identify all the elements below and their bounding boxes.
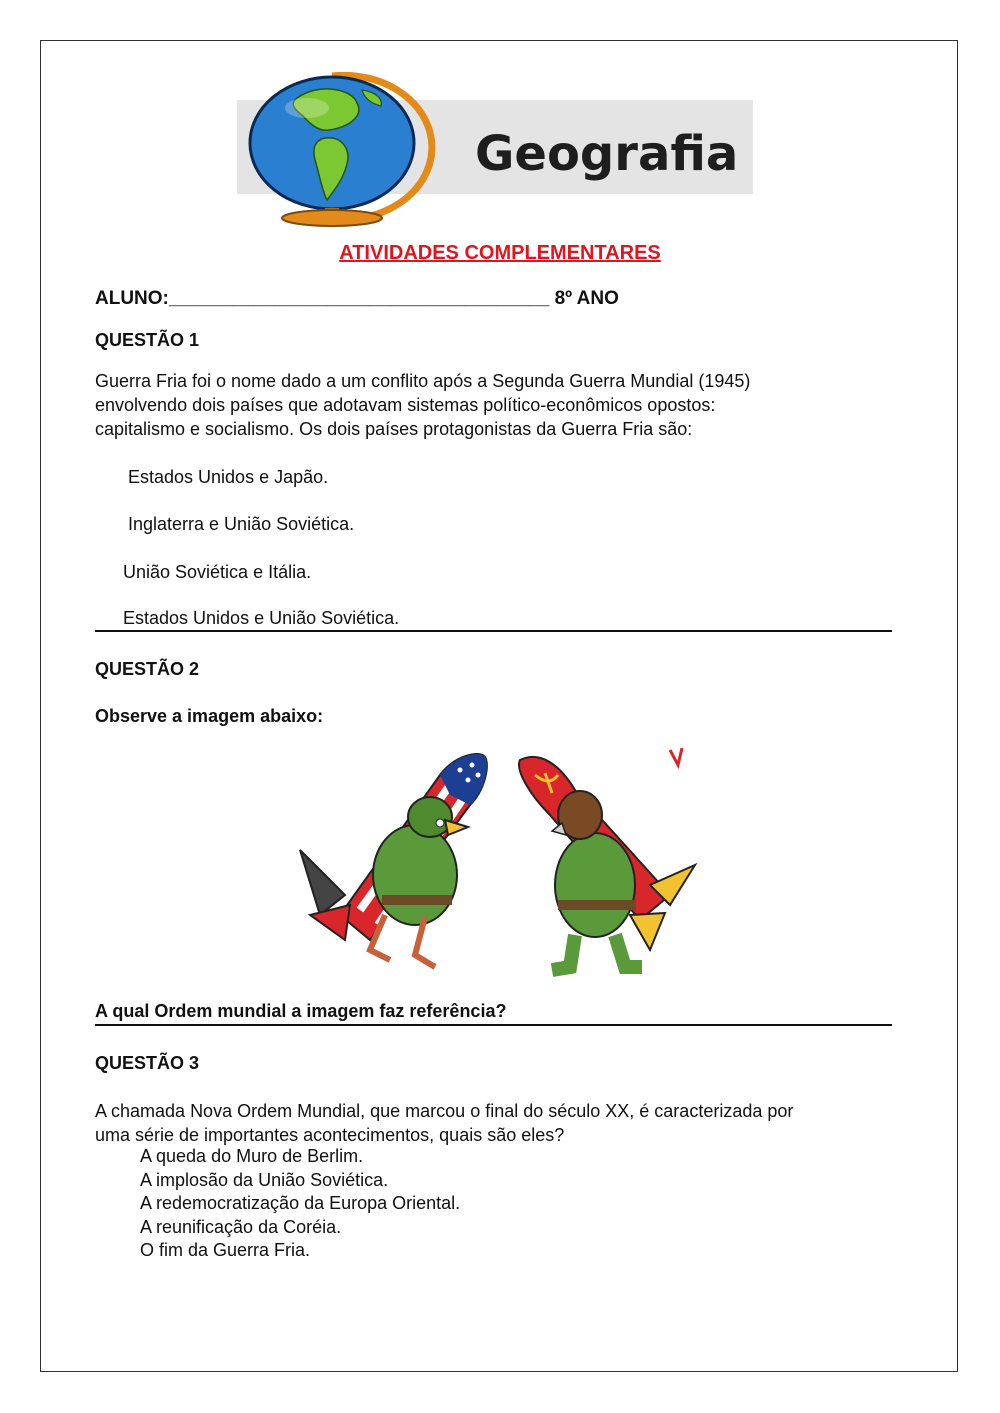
geografia-banner: [237, 68, 753, 228]
list-item: A redemocratização da Europa Oriental.: [140, 1193, 461, 1213]
student-line: [95, 288, 619, 310]
question-1-option-d[interactable]: Estados Unidos e União Soviética.: [123, 608, 400, 628]
question-2-prompt: A qual Ordem mundial a imagem faz referência?: [95, 1001, 507, 1021]
sheet-title: ATIVIDADES COMPLEMENTARES: [339, 242, 661, 264]
bear-soldier-icon: [552, 791, 642, 970]
question-1-prompt: [95, 369, 895, 441]
grade-label: 8º ANO: [554, 288, 619, 309]
list-item: A implosão da União Soviética.: [140, 1169, 389, 1190]
prompt-line: capitalismo e socialismo. Os dois países protagonistas da Guerra Fria são:: [95, 419, 693, 439]
geografia-logo-text: Geografia: [475, 126, 739, 182]
question-2-heading: QUESTÃO 2: [95, 659, 200, 679]
list-item: O fim da Guerra Fria.: [140, 1240, 311, 1260]
question-2-instruction: Observe a imagem abaixo:: [95, 706, 324, 726]
list-item: A queda do Muro de Berlim.: [140, 1146, 364, 1166]
student-label: ALUNO:: [95, 288, 169, 309]
cold-war-cartoon: [290, 745, 720, 980]
answer-rule: [95, 630, 892, 632]
prompt-line: envolvendo dois países que adotavam sistemas político-econômicos opostos:: [95, 395, 716, 415]
question-3-prompt: [95, 1099, 895, 1147]
question-1-option-c[interactable]: União Soviética e Itália.: [123, 562, 312, 582]
question-1-option-a[interactable]: Estados Unidos e Japão.: [128, 467, 329, 487]
question-1-option-b[interactable]: Inglaterra e União Soviética.: [128, 514, 355, 534]
question-3-event-list: [140, 1145, 460, 1263]
prompt-line: Guerra Fria foi o nome dado a um conflito após a Segunda Guerra Mundial (1945): [95, 371, 751, 391]
prompt-line: uma série de importantes acontecimentos, quais são eles?: [95, 1125, 565, 1145]
eagle-soldier-icon: [370, 797, 468, 967]
question-1-heading: QUESTÃO 1: [95, 330, 200, 350]
globe-icon: [250, 75, 432, 226]
answer-rule: [95, 1024, 892, 1026]
list-item: A reunificação da Coréia.: [140, 1216, 342, 1237]
prompt-line: A chamada Nova Ordem Mundial, que marcou o final do século XX, é caracterizada por: [95, 1101, 794, 1121]
question-3-heading: QUESTÃO 3: [95, 1053, 200, 1073]
student-name-blank[interactable]: ____________________________________: [168, 288, 550, 309]
